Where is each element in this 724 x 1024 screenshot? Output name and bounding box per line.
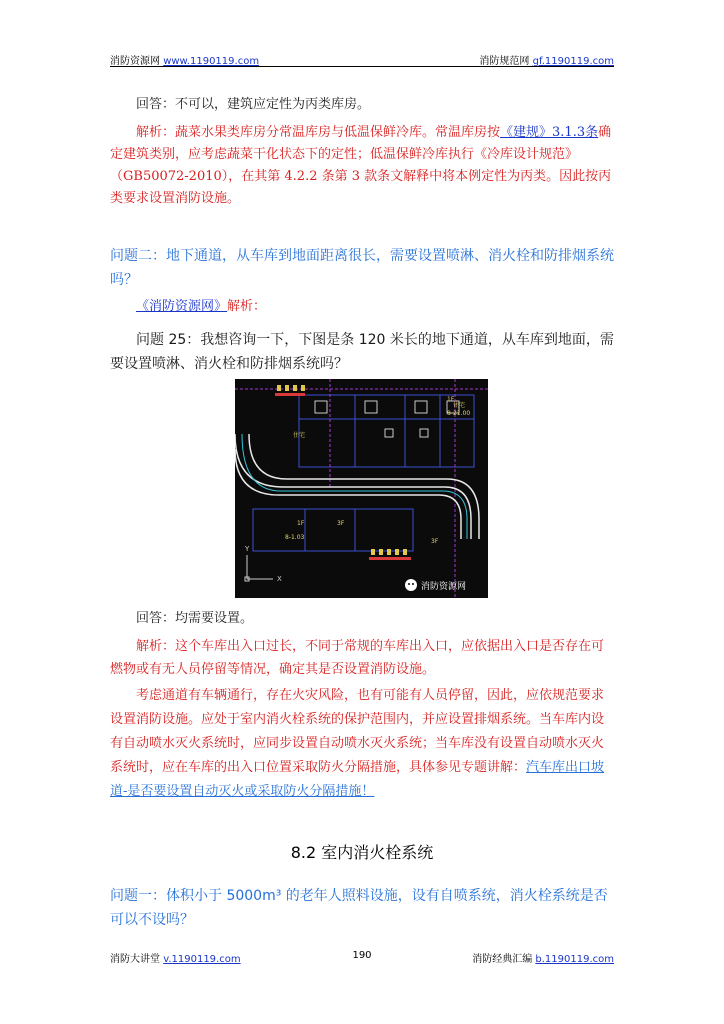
- page-header: [110, 52, 614, 67]
- header-site-link[interactable]: www.1190119.com: [163, 56, 260, 67]
- header-site-name: 消防资源网: [110, 56, 160, 67]
- header-standards-name: 消防规范网: [479, 56, 530, 67]
- cad-drawing-svg: [235, 379, 488, 598]
- footer-right: [472, 950, 614, 965]
- watermark-text: 消防资源网: [421, 582, 467, 592]
- answer-2: 回答：均需要设置。: [136, 611, 254, 626]
- cad-axis-y: Y: [245, 545, 250, 553]
- header-right: [479, 52, 614, 67]
- footer-compilation-link[interactable]: b.1190119.com: [535, 954, 614, 965]
- cad-label-1f-b: 1F: [297, 520, 305, 527]
- garage-tunnel-cad-drawing: [235, 379, 488, 598]
- footer-lecture-name: 消防大讲堂: [110, 954, 160, 965]
- analysis-1-suffix: 确定建筑类别，应考虑蔬菜干化状态下的定性；低温保鲜冷库执行《冷库设计规范》（GB50072-2010），在其第 4.2.2 条第 3 款条文解释中将本例定性为丙类。因此按丙类要求设置消防设施。: [110, 125, 612, 206]
- footer-lecture-link[interactable]: v.1190119.com: [163, 954, 241, 965]
- cad-axis-indicator: [245, 555, 273, 581]
- analysis-2: 解析：这个车库出入口过长，不同于常规的车库出入口，应依据出入口是否存在可燃物或有无人员停留等情况，确定其是否设置消防设施。: [110, 639, 605, 677]
- cad-label-3f: 3F: [337, 520, 345, 527]
- watermark: [405, 579, 466, 592]
- question-25: 问题 25：我想咨询一下，下图是条 120 米长的地下通道，从车库到地面，需要设置喷淋、消火栓和防排烟系统吗？: [110, 332, 614, 372]
- cad-label-residence-1: 住宅: [293, 432, 306, 439]
- cad-label-elevation-b: 8-1.03: [285, 534, 305, 541]
- wechat-icon: [405, 579, 417, 591]
- header-standards-link[interactable]: gf.1190119.com: [532, 56, 614, 67]
- cad-label-1f: 1F: [447, 396, 455, 403]
- cad-axis-x: X: [277, 575, 282, 583]
- topic-link[interactable]: 汽车库出口坡道-是否要设置自动灭火或采取防火分隔措施！: [110, 760, 605, 799]
- question-3: 问题一：体积小于 5000m³ 的老年人照料设施，设有自喷系统，消火栓系统是否可以不设吗？: [110, 888, 608, 928]
- cad-label-3f-b: 3F: [431, 538, 439, 545]
- section-title: 8.2 室内消火栓系统: [290, 843, 434, 862]
- building-code-link[interactable]: 《建规》3.1.3条: [500, 125, 599, 140]
- page-footer: [110, 950, 614, 964]
- footer-compilation-name: 消防经典汇编: [472, 954, 533, 965]
- cad-label-residence-2: 住宅: [453, 402, 466, 409]
- header-left: [110, 52, 259, 67]
- page-number: 190: [352, 950, 372, 961]
- analysis-1-prefix: 解析：蔬菜水果类库房分常温库房与低温保鲜冷库。常温库房按: [136, 125, 501, 140]
- answer-1: 回答：不可以，建筑应定性为丙类库房。: [136, 97, 371, 112]
- analysis-1: [110, 122, 615, 210]
- cad-label-elevation: 8-21.00: [447, 410, 471, 417]
- analysis-3-text: 考虑通道有车辆通行，存在火灾风险，也有可能有人员停留，因此，应依规范要求设置消防设施。应处于室内消火栓系统的保护范围内，并应设置排烟系统。当车库内设有自动喷水灭火系统时，应同步设置自动喷水灭火系统；当车库没有设置自动喷水灭火系统时，应在车库的出入口位置采取防火分隔措施，具体参见专题讲解：: [110, 688, 605, 775]
- source-line: [110, 296, 615, 317]
- analysis-3: [110, 684, 615, 804]
- source-suffix: 解析：: [227, 299, 267, 314]
- question-2: 问题二：地下通道，从车库到地面距离很长，需要设置喷淋、消火栓和防排烟系统吗？: [110, 248, 614, 288]
- source-link[interactable]: 《消防资源网》: [136, 299, 228, 314]
